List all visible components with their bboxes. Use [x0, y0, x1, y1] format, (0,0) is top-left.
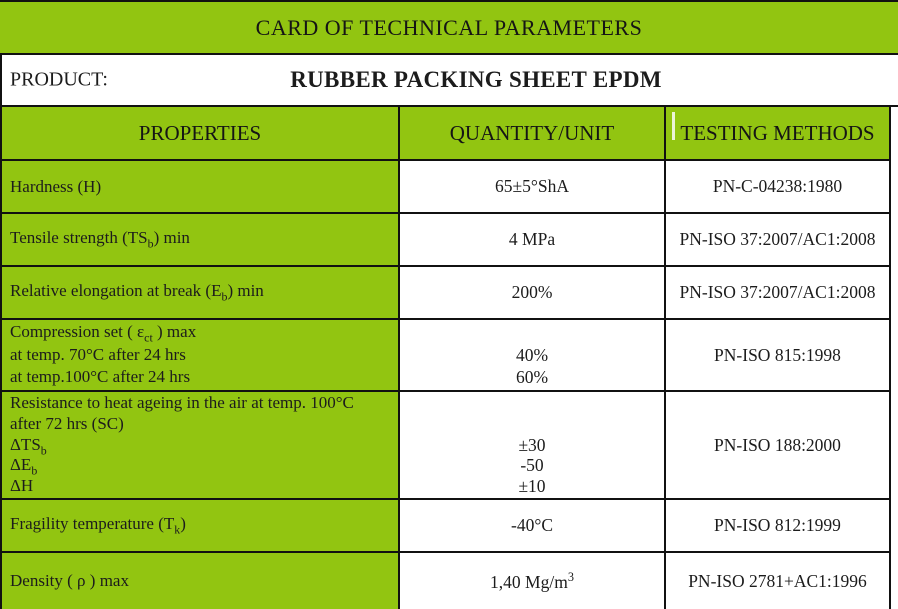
- cell-line: [400, 414, 664, 435]
- cell-line: PN-ISO 188:2000: [714, 434, 841, 455]
- cell-line: [666, 393, 889, 414]
- cell-line: PN-ISO 37:2007/AC1:2008: [679, 282, 876, 302]
- cell-line: 4 MPa: [508, 229, 556, 249]
- method-cell: [666, 500, 889, 551]
- cell-line: ΔH: [10, 476, 34, 496]
- cell-line: -40°C: [511, 515, 553, 535]
- property-cell: [2, 161, 400, 212]
- cell-line: PN-ISO 37:2007/AC1:2008: [679, 229, 876, 249]
- cell-line: [400, 393, 664, 414]
- banner-title: CARD OF TECHNICAL PARAMETERS: [255, 14, 643, 40]
- method-cell: [666, 214, 889, 265]
- property-cell: [2, 320, 400, 390]
- quantity-cell: [400, 214, 666, 265]
- cell-line: [666, 321, 889, 344]
- property-cell: [2, 553, 400, 609]
- header-cell-properties: PROPERTIES: [2, 107, 400, 159]
- quantity-cell: [400, 500, 666, 551]
- method-cell: [666, 161, 889, 212]
- property-cell: [2, 392, 400, 498]
- cell-line: [400, 321, 664, 344]
- cell-line: after 72 hrs (SC): [10, 413, 124, 433]
- parameters-table: [0, 107, 898, 609]
- cell-line: PN-ISO 812:1999: [714, 515, 841, 535]
- cell-line: [666, 414, 889, 435]
- product-row: [0, 55, 898, 107]
- cell-line: 40%: [515, 344, 549, 365]
- cell-line: [666, 366, 889, 389]
- cell-line: [666, 455, 889, 476]
- quantity-cell: [400, 392, 666, 498]
- cell-line: Hardness (H): [10, 176, 102, 196]
- method-cell: [666, 320, 889, 390]
- cell-line: 1,40 $Mg/m^3$: [490, 569, 574, 592]
- cell-line: ±10: [518, 476, 546, 497]
- property-cell: [2, 267, 400, 318]
- header-cell-quantity: QUANTITY/UNIT: [400, 107, 666, 159]
- cell-line: Tensile strength $(TS_b)$ min: [10, 227, 190, 251]
- cell-line: 200%: [511, 282, 553, 302]
- quantity-cell: [400, 320, 666, 390]
- banner: [0, 0, 898, 55]
- cell-line: ±30: [518, 434, 546, 455]
- quantity-cell: [400, 553, 666, 609]
- scan-artifact: [672, 112, 675, 140]
- quantity-cell: [400, 267, 666, 318]
- cell-line: 65±5°ShA: [495, 176, 569, 196]
- quantity-cell: [400, 161, 666, 212]
- cell-line: 60%: [515, 367, 549, 388]
- table-body: [0, 161, 898, 609]
- property-cell: [2, 500, 400, 551]
- cell-line: Compression set ( $\varepsilon_{ct}$ ) max: [10, 322, 197, 345]
- cell-line: Fragility temperature $(T_k)$: [10, 513, 186, 537]
- cell-line: Relative elongation at break $(E_b)$ min: [10, 280, 264, 304]
- table-row: [0, 214, 891, 267]
- cell-line: at temp.100°C after 24 hrs: [10, 367, 191, 387]
- method-cell: [666, 392, 889, 498]
- product-label: PRODUCT:: [10, 68, 108, 91]
- table-row: [0, 161, 891, 214]
- table-row: [0, 500, 891, 553]
- cell-line: Resistance to heat ageing in the air at temp. 100°C: [10, 393, 354, 412]
- table-row: [0, 320, 891, 392]
- cell-line: PN-C-04238:1980: [712, 176, 843, 196]
- method-cell: [666, 553, 889, 609]
- table-row: [0, 267, 891, 320]
- method-cell: [666, 267, 889, 318]
- cell-line: Density ( ρ ) max: [10, 571, 129, 590]
- header-cell-methods: TESTING METHODS: [680, 120, 875, 145]
- cell-line: -50: [520, 455, 544, 476]
- cell-line: [666, 476, 889, 497]
- table-header-row: [0, 107, 891, 161]
- cell-line: $\Delta TS_b$: [10, 434, 47, 457]
- table-row: [0, 553, 891, 609]
- cell-line: at temp. 70°C after 24 hrs: [10, 344, 186, 364]
- cell-line: PN-ISO 2781+AC1:1996: [688, 570, 867, 591]
- property-cell: [2, 214, 400, 265]
- product-name: RUBBER PACKING SHEET EPDM: [290, 67, 662, 92]
- table-row: [0, 392, 891, 500]
- cell-line: $\Delta E_b$: [10, 455, 38, 478]
- cell-line: PN-ISO 815:1998: [714, 344, 841, 365]
